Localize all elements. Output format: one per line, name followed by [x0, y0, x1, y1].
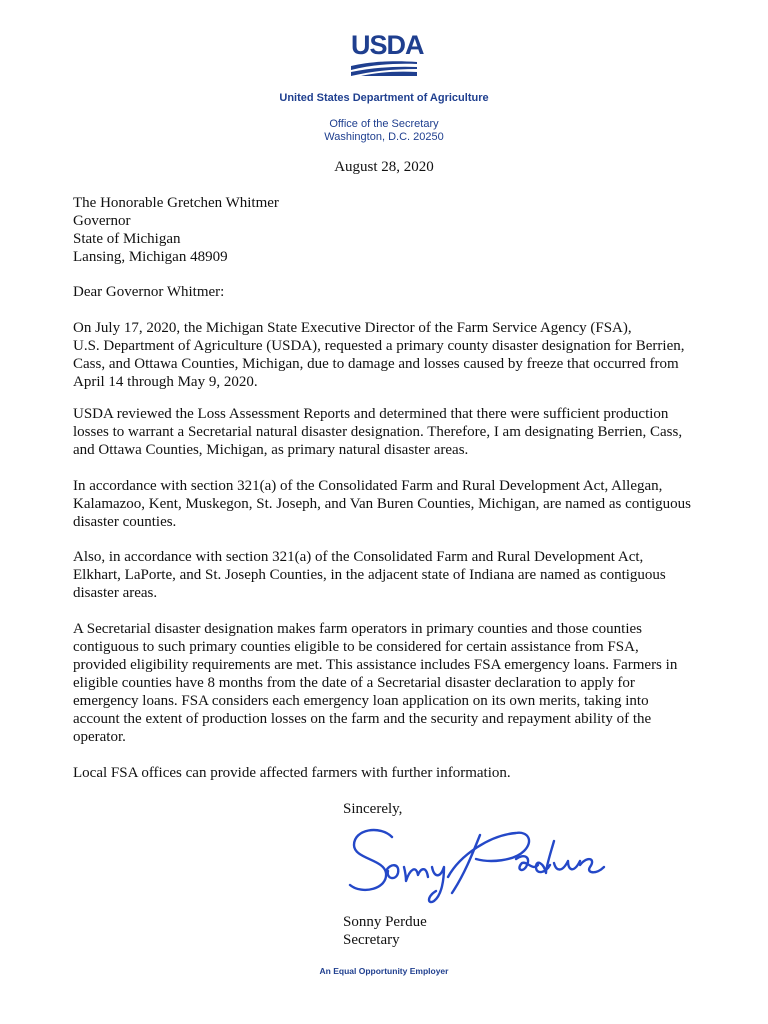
paragraph-line: Elkhart, LaPorte, and St. Joseph Counties, in the adjacent state of Indiana are named as contiguous — [73, 567, 666, 583]
salutation: Dear Governor Whitmer: — [73, 284, 225, 300]
paragraph-request — [73, 319, 713, 391]
paragraph-line: A Secretarial disaster designation makes farm operators in primary counties and those counties — [73, 621, 642, 637]
signer-title: Secretary — [343, 932, 400, 948]
paragraph-contiguous-indiana — [73, 548, 713, 602]
recipient-line-2: Governor — [73, 213, 131, 229]
letter-date: August 28, 2020 — [334, 159, 434, 175]
recipient-address — [73, 194, 279, 266]
paragraph-line: operator. — [73, 729, 126, 745]
paragraph-line: and Ottawa Counties, Michigan, as primary natural disaster areas. — [73, 442, 469, 458]
paragraph-contiguous-michigan — [73, 477, 713, 531]
paragraph-line: In accordance with section 321(a) of the Consolidated Farm and Rural Development Act, Allegan, — [73, 478, 663, 494]
usda-logo-text: USDA — [351, 30, 424, 60]
closing: Sincerely, — [343, 801, 403, 817]
paragraph-line: emergency loans. FSA considers each emergency loan application on its own merits, taking into — [73, 693, 649, 709]
usda-logo-swoosh-icon — [351, 60, 417, 76]
paragraph-line: Also, in accordance with section 321(a) of the Consolidated Farm and Rural Development Act, — [73, 549, 644, 565]
recipient-line-4: Lansing, Michigan 48909 — [73, 249, 228, 265]
office-line-1: Office of the Secretary — [329, 118, 439, 130]
paragraph-line: provided eligibility requirements are met. This assistance includes FSA emergency loans. Farmers in — [73, 657, 678, 673]
office-address — [0, 118, 768, 144]
paragraph-designation — [73, 405, 713, 459]
office-line-2: Washington, D.C. 20250 — [324, 131, 444, 143]
signer-name: Sonny Perdue — [343, 914, 427, 930]
department-name: United States Department of Agriculture — [279, 92, 489, 104]
paragraph-line: losses to warrant a Secretarial natural disaster designation. Therefore, I am designating Berrien, Cass, — [73, 424, 683, 440]
paragraph-local-offices: Local FSA offices can provide affected farmers with further information. — [73, 765, 511, 781]
paragraph-line: U.S. Department of Agriculture (USDA), requested a primary county disaster designation for Berrien, — [73, 338, 685, 354]
signature-image — [340, 815, 610, 905]
paragraph-line: disaster areas. — [73, 585, 158, 601]
paragraph-line: Kalamazoo, Kent, Muskegon, St. Joseph, and Van Buren Counties, Michigan, are named as contiguous — [73, 496, 691, 512]
paragraph-line: USDA reviewed the Loss Assessment Reports and determined that there were sufficient production — [73, 406, 669, 422]
paragraph-assistance — [73, 620, 713, 746]
paragraph-line: contiguous to such primary counties eligible to be considered for certain assistance from FSA, — [73, 639, 639, 655]
paragraph-line: Cass, and Ottawa Counties, Michigan, due to damage and losses caused by freeze that occurred from — [73, 356, 679, 372]
paragraph-line: April 14 through May 9, 2020. — [73, 374, 258, 390]
paragraph-line: On July 17, 2020, the Michigan State Executive Director of the Farm Service Agency (FSA), — [73, 320, 632, 336]
usda-logo — [351, 30, 424, 78]
paragraph-line: eligible counties have 8 months from the date of a Secretarial disaster declaration to apply for — [73, 675, 635, 691]
recipient-line-3: State of Michigan — [73, 231, 181, 247]
footer-equal-opportunity: An Equal Opportunity Employer — [319, 966, 449, 976]
paragraph-line: disaster counties. — [73, 514, 177, 530]
recipient-line-1: The Honorable Gretchen Whitmer — [73, 195, 279, 211]
paragraph-line: account the extent of production losses on the farm and the security and repayment ability of the — [73, 711, 652, 727]
